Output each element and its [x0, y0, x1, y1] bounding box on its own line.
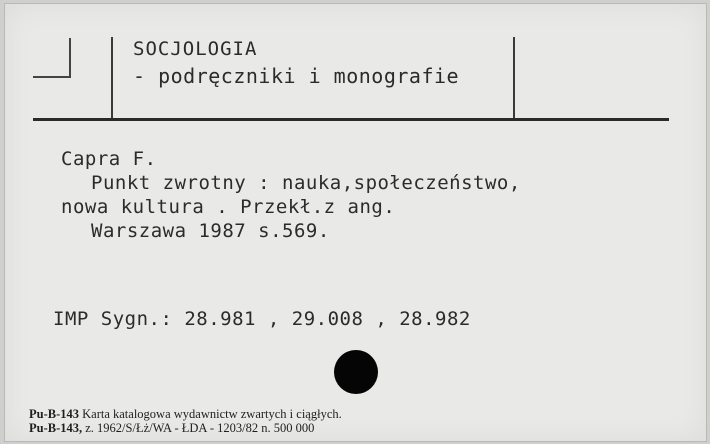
entry-title-line: Punkt zwrotny : nauka,społeczeństwo,: [91, 172, 521, 194]
header-bottom-rule: [33, 118, 669, 121]
catalog-card: [4, 3, 707, 442]
entry-title-continuation: nowa kultura . Przekł.z ang.: [61, 196, 396, 218]
footer-code-2: Pu-B-143,: [29, 421, 83, 435]
call-number: IMP Sygn.: 28.981 , 29.008 , 28.982: [53, 308, 471, 330]
corner-mark-vertical: [69, 38, 71, 78]
subject-subheading: - podręczniki i monografie: [133, 64, 460, 88]
subject-heading: SOCJOLOGIA: [133, 38, 258, 60]
header-right-divider: [513, 37, 515, 119]
corner-mark-horizontal: [33, 76, 71, 78]
entry-author: Capra F.: [61, 148, 157, 170]
footer-line-1: [29, 407, 342, 421]
footer-description: Karta katalogowa wydawnictw zwartych i ciągłych.: [82, 407, 342, 421]
footer-code: Pu-B-143: [29, 407, 79, 421]
footer-line-2: [29, 421, 342, 435]
footer-print-info: z. 1962/S/Łż/WA - ŁDA - 1203/82 n. 500 000: [85, 421, 315, 435]
entry-publication: Warszawa 1987 s.569.: [91, 220, 330, 242]
header-left-divider: [111, 37, 113, 119]
punch-hole: [334, 350, 378, 394]
card-footer: [29, 407, 342, 435]
